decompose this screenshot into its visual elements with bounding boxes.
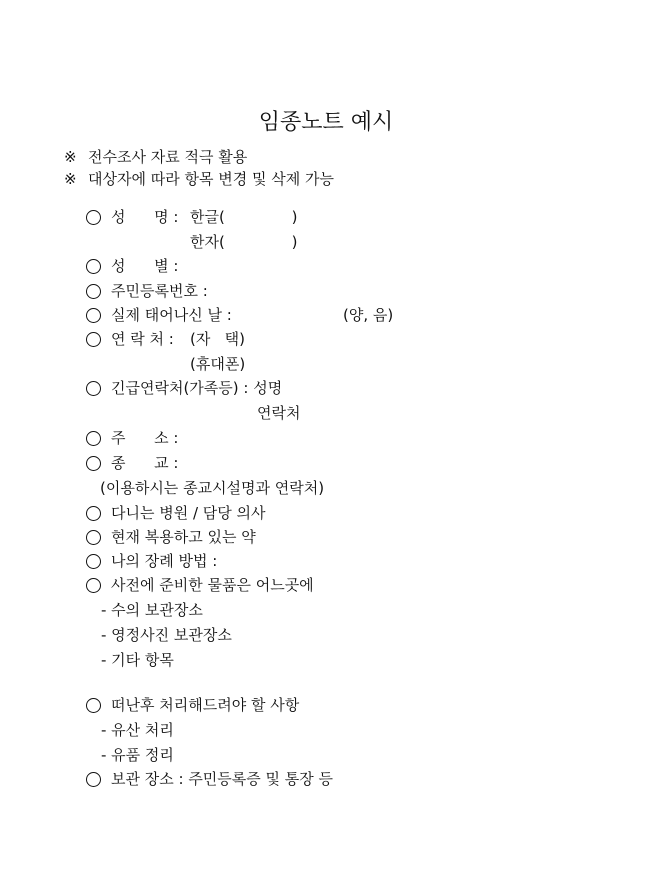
gender-label: 성 별 : (111, 257, 179, 275)
sub-item: - 유산 처리 (101, 721, 174, 739)
address-label: 주 소 : (111, 429, 179, 447)
sub-item: - 영정사진 보관장소 (101, 626, 232, 644)
note-2 (64, 170, 334, 188)
items-location-label: 사전에 준비한 물품은 어느곳에 (111, 576, 314, 594)
religion-label: 종 교 : (111, 454, 179, 472)
medicine-label: 현재 복용하고 있는 약 (111, 528, 256, 546)
birthday-suffix: (양, 음) (343, 306, 394, 324)
circle-bullet-icon (86, 772, 101, 787)
storage-label: 보관 장소 : 주민등록증 및 통장 등 (111, 770, 334, 788)
contact-mobile: (휴대폰) (190, 355, 246, 373)
circle-bullet-icon (86, 456, 101, 471)
contact-home: (자 택) (190, 330, 245, 348)
circle-bullet-icon (86, 210, 101, 225)
name-label: 성 명 : (111, 208, 179, 226)
after-label: 떠난후 처리해드려야 할 사항 (111, 696, 300, 714)
circle-bullet-icon (86, 698, 101, 713)
page-title: 임종노트 예시 (258, 110, 394, 135)
contact-label: 연 락 처 : (111, 330, 174, 348)
note-text: 대상자에 따라 항목 변경 및 삭제 가능 (88, 170, 334, 188)
note-mark: ※ (64, 148, 77, 166)
note-text: 전수조사 자료 적극 활용 (88, 148, 248, 166)
circle-bullet-icon (86, 332, 101, 347)
emergency-label: 긴급연락처(가족등) : 성명 (111, 379, 283, 397)
hospital-label: 다니는 병원 / 담당 의사 (111, 504, 266, 522)
circle-bullet-icon (86, 554, 101, 569)
circle-bullet-icon (86, 284, 101, 299)
funeral-label: 나의 장례 방법 : (111, 552, 218, 570)
circle-bullet-icon (86, 308, 101, 323)
circle-bullet-icon (86, 381, 101, 396)
rrn-label: 주민등록번호 : (111, 282, 208, 300)
emergency-phone: 연락처 (257, 404, 301, 422)
sub-item: - 유품 정리 (101, 746, 174, 764)
circle-bullet-icon (86, 431, 101, 446)
circle-bullet-icon (86, 578, 101, 593)
note-mark: ※ (64, 170, 77, 188)
sub-item: - 수의 보관장소 (101, 601, 203, 619)
circle-bullet-icon (86, 259, 101, 274)
name-hanja: 한자( ) (190, 233, 298, 251)
note-1 (64, 148, 247, 166)
circle-bullet-icon (86, 530, 101, 545)
birthday-label: 실제 태어나신 날 : (111, 306, 232, 324)
circle-bullet-icon (86, 506, 101, 521)
name-hangul: 한글( ) (190, 208, 298, 226)
religion-note: (이용하시는 종교시설명과 연락처) (100, 479, 325, 497)
sub-item: - 기타 항목 (101, 651, 174, 669)
